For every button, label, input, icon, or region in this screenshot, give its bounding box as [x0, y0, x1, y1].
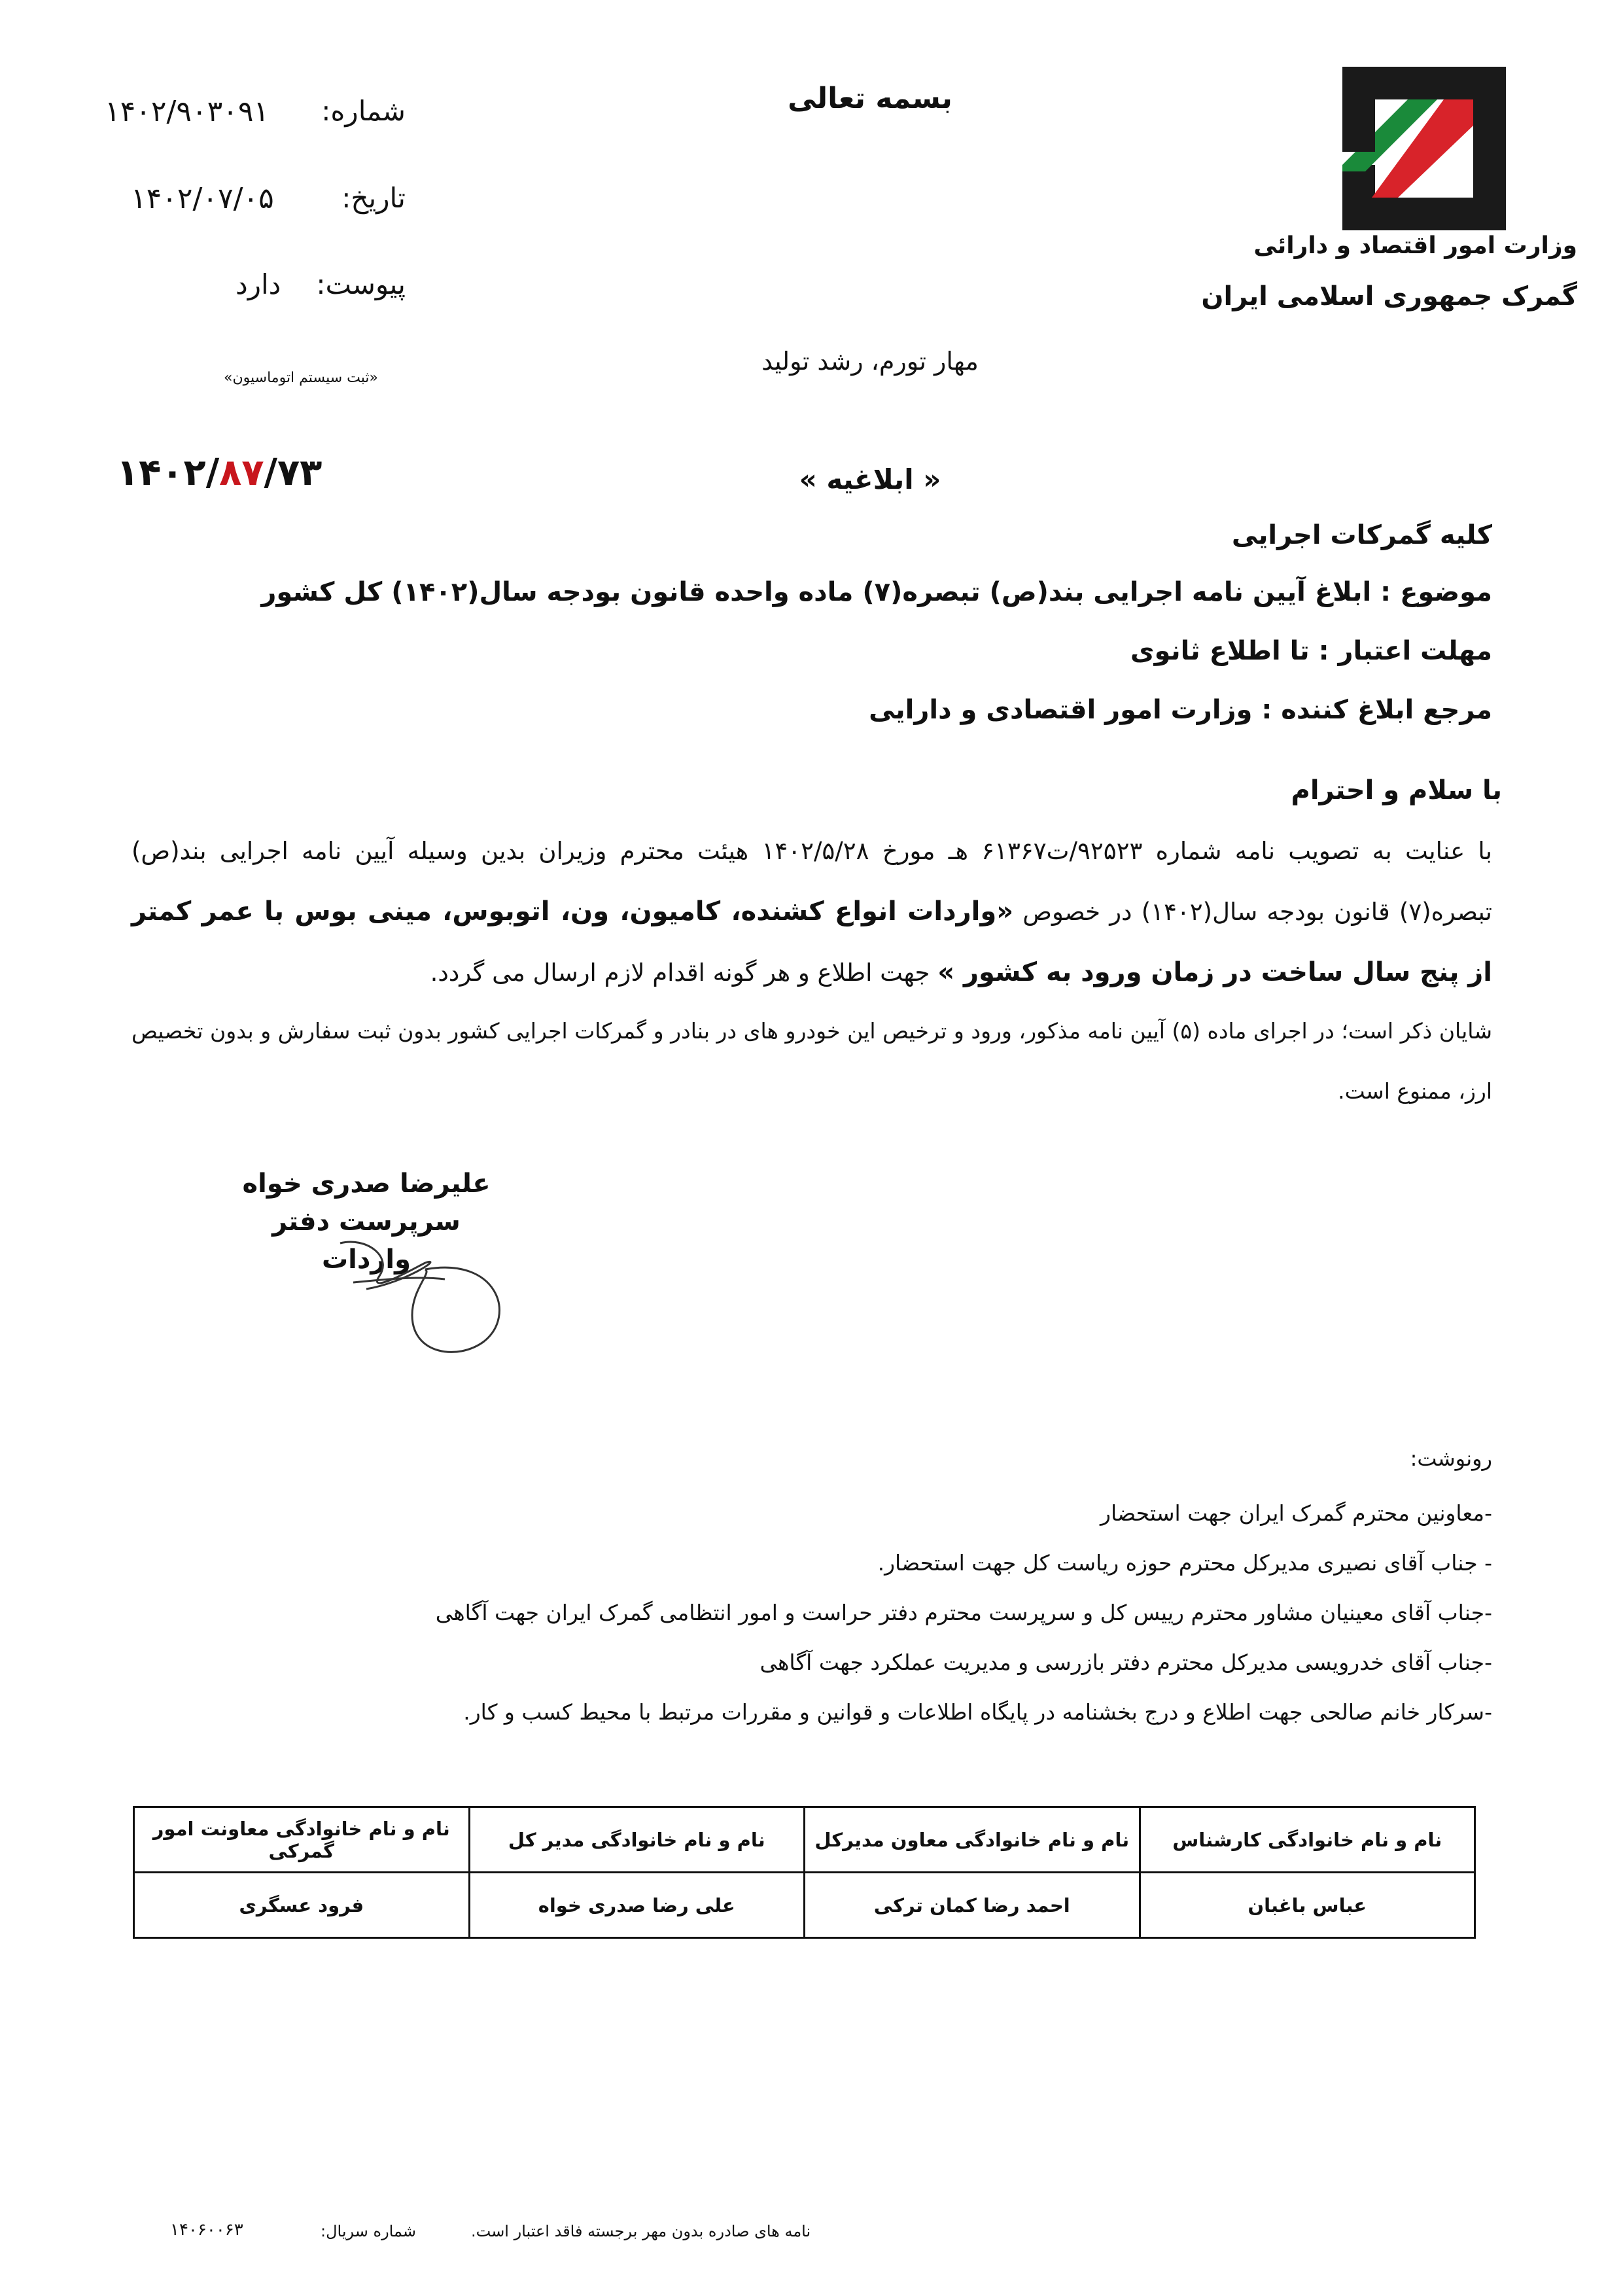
signatory-name: علیرضا صدری خواه [242, 1169, 491, 1199]
logo-dark-top [1375, 67, 1473, 99]
name-director-general: علی رضا صدری خواه [469, 1873, 805, 1938]
customs-logo [1342, 67, 1506, 230]
body-note: شایان ذکر است؛ در اجرای ماده (۵) آیین نامه مذکور، ورود و ترخیص این خودرو های در بنادر و گمرکات اجرایی کشور بدون ثبت سفارش و بدون تخصیص ارز، ممنوع است. [131, 1018, 1492, 1104]
validity-line [184, 636, 1492, 666]
greeting: با سلام و احترام [1291, 775, 1502, 805]
serial-value: ۱۴۰۶۰۰۶۳ [170, 2220, 243, 2240]
approvals-names-row [134, 1873, 1475, 1938]
header-director-general: نام و نام خانوادگی مدیر کل [469, 1807, 805, 1873]
approvals-header-row [134, 1807, 1475, 1873]
authority-text: وزارت امور اقتصادی و دارایی [869, 695, 1253, 725]
validity-label: مهلت اعتبار : [1318, 636, 1492, 666]
cc-title: رونوشت: [1410, 1446, 1492, 1471]
automation-note: «ثبت سیستم اتوماسیون» [224, 370, 378, 386]
bismillah-heading: بسمه تعالی [788, 82, 952, 115]
letter-number-row [105, 95, 406, 141]
cc-item: -سرکار خانم صالحی جهت اطلاع و درج بخشنامه در پایگاه اطلاعات و قوانین و مقررات مرتبط با محیط کسب و کار. [463, 1699, 1492, 1725]
circular-type: « ابلاغیه » [799, 463, 941, 495]
addressee: کلیه گمرکات اجرایی [1231, 520, 1492, 550]
subject-text: ابلاغ آیین نامه اجرایی بند(ص) تبصره(۷) ماده واحده قانون بودجه سال(۱۴۰۲) کل کشور [261, 577, 1372, 607]
authority-line [184, 695, 1492, 725]
cc-list [184, 1489, 1492, 1737]
name-customs-deputy: فرود عسگری [134, 1873, 470, 1938]
body-bold-subject: «واردات انواع کشنده، کامیون، ون، اتوبوس، مینی بوس با عمر کمتر از پنج سال ساخت در زمان ورود به کشور » [131, 896, 1492, 987]
circular-number-part1: ۱۴۰۲/ [116, 451, 220, 494]
logo-dark-left [1342, 67, 1375, 152]
letter-attachment-value: دارد [236, 268, 281, 300]
body-paragraph [131, 821, 1492, 1003]
circular-number-part3: /۷۳ [264, 451, 323, 494]
header-expert: نام و نام خانوادگی کارشناس [1140, 1807, 1475, 1873]
body-part2: جهت اطلاع و هر گونه اقدام لازم ارسال می گردد. [430, 959, 930, 987]
signatory-title: سرپرست دفتر واردات [272, 1207, 461, 1275]
letter-attachment-label: پیوست: [316, 268, 406, 300]
handwritten-signature [327, 1217, 523, 1368]
ministry-name: وزارت امور اقتصاد و دارائی [1253, 232, 1577, 259]
body-part1: با عنایت به تصویب نامه شماره ۹۲۵۲۳/ت۶۱۳۶۷ هـ مورخ ۱۴۰۲/۵/۲۸ هیئت محترم وزیران بدین وسیله آیین نامه اجرایی بند(ص) تبصره(۷) قانون بودجه سال(۱۴۰۲) در خصوص [131, 837, 1492, 926]
validity-text: تا اطلاع ثانوی [1130, 636, 1310, 666]
customs-name: گمرک جمهوری اسلامی ایران [1201, 281, 1577, 311]
cc-item: -معاونین محترم گمرک ایران جهت استحضار [1100, 1500, 1492, 1526]
subject-line [184, 577, 1492, 607]
year-slogan: مهار تورم، رشد تولید [761, 347, 979, 376]
circular-number [116, 451, 322, 494]
approvals-table [133, 1806, 1476, 1939]
letter-number-label: شماره: [321, 95, 406, 127]
subject-label: موضوع : [1380, 577, 1492, 607]
footer-note: نامه های صادره بدون مهر برجسته فاقد اعتبار است. [471, 2222, 811, 2240]
header-customs-deputy: نام و نام خانوادگی معاونت امور گمرکی [134, 1807, 470, 1873]
cc-item: -جناب آقای خدرویسی مدیرکل محترم دفتر بازرسی و مدیریت عملکرد جهت آگاهی [759, 1650, 1492, 1675]
cc-item: - جناب آقای نصیری مدیرکل محترم حوزه ریاست کل جهت استحضار. [877, 1550, 1492, 1576]
letter-attachment-row [236, 268, 406, 314]
name-deputy-director: احمد رضا کمان ترکی [805, 1873, 1140, 1938]
letter-date-row [131, 182, 406, 228]
letter-date-label: تاریخ: [341, 182, 406, 214]
name-expert: عباس باغبان [1140, 1873, 1475, 1938]
serial-label: شماره سریال: [321, 2222, 416, 2240]
letter-number-value: ۱۴۰۲/۹۰۳۰۹۱ [105, 95, 270, 128]
authority-label: مرجع ابلاغ کننده : [1261, 695, 1492, 725]
header-deputy-director: نام و نام خانوادگی معاون مدیرکل [805, 1807, 1140, 1873]
cc-item: -جناب آقای معینیان مشاور محترم رییس کل و سرپرست محترم دفتر حراست و امور انتظامی گمرک ایران جهت آگاهی [435, 1600, 1492, 1625]
circular-number-part2: ۸۷ [219, 451, 264, 494]
letter-date-value: ۱۴۰۲/۰۷/۰۵ [131, 182, 274, 215]
